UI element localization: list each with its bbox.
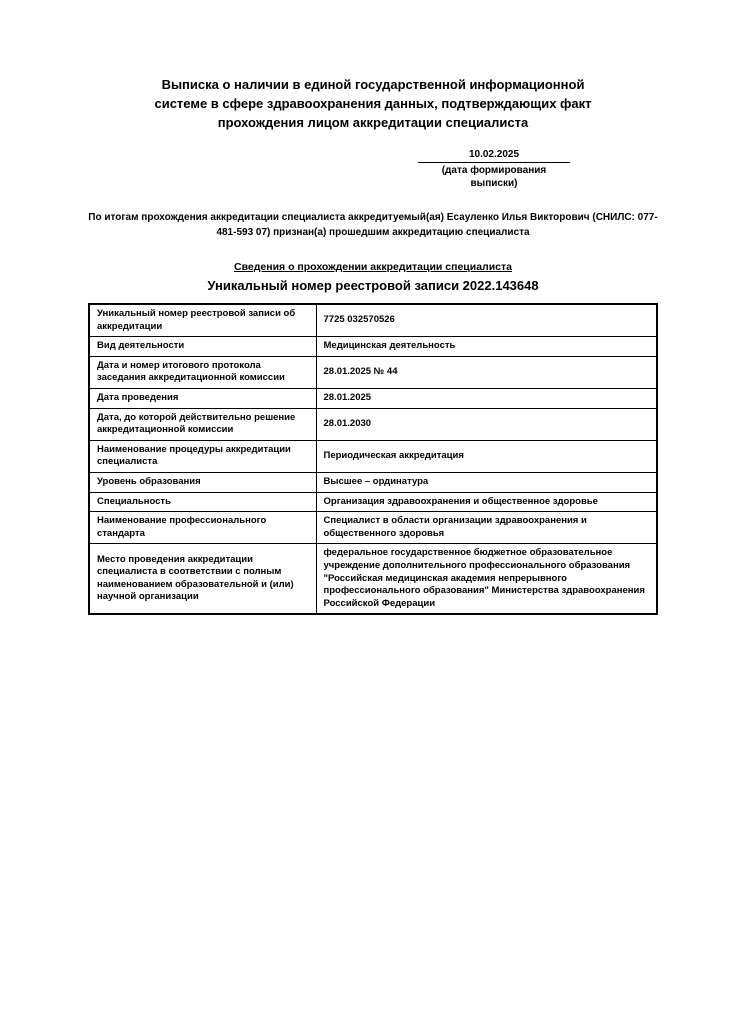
row-value: Медицинская деятельность: [316, 337, 657, 357]
row-label: Уникальный номер реестровой записи об аккредитации: [89, 304, 316, 337]
accreditation-table: [88, 303, 658, 615]
row-value: 7725 032570526: [316, 304, 657, 337]
table-row: [89, 408, 657, 440]
row-value: 28.01.2030: [316, 408, 657, 440]
table-row: [89, 337, 657, 357]
row-label: Вид деятельности: [89, 337, 316, 357]
table-row: [89, 440, 657, 472]
table-row: [89, 388, 657, 408]
record-number-heading: Уникальный номер реестровой записи 2022.143648: [207, 278, 539, 293]
row-value: 28.01.2025: [316, 388, 657, 408]
row-value: Организация здравоохранения и общественное здоровье: [316, 492, 657, 512]
row-label: Место проведения аккредитации специалиста в соответствии с полным наименованием образовательной и (или) научной организации: [89, 544, 316, 614]
row-label: Дата проведения: [89, 388, 316, 408]
intro-paragraph: По итогам прохождения аккредитации специалиста аккредитуемый(ая) Есауленко Илья Викторович (СНИЛС: 077-481-593 07) признан(а) прошедшим аккредитацию специалиста: [88, 212, 658, 238]
table-row: [89, 544, 657, 614]
table-row: [89, 492, 657, 512]
row-label: Наименование процедуры аккредитации специалиста: [89, 440, 316, 472]
row-value: Специалист в области организации здравоохранения и общественного здоровья: [316, 512, 657, 544]
section-heading: Сведения о прохождении аккредитации специалиста: [234, 261, 512, 273]
row-value: 28.01.2025 № 44: [316, 356, 657, 388]
row-value: федеральное государственное бюджетное образовательное учреждение дополнительного профессионального образования "Российская медицинская академия непрерывного профессионального образования" Министерства здравоохранения Российской Федерации: [316, 544, 657, 614]
table-row: [89, 512, 657, 544]
row-label: Специальность: [89, 492, 316, 512]
row-label: Наименование профессионального стандарта: [89, 512, 316, 544]
extract-date: 10.02.2025: [418, 148, 570, 163]
row-value: Высшее – ординатура: [316, 472, 657, 492]
date-block: [418, 148, 570, 190]
row-value: Периодическая аккредитация: [316, 440, 657, 472]
table-row: [89, 304, 657, 337]
document-title: Выписка о наличии в единой государственной информационной системе в сфере здравоохранения данных, подтверждающих факт прохождения лицом аккредитации специалиста: [154, 77, 592, 130]
row-label: Дата и номер итогового протокола заседания аккредитационной комиссии: [89, 356, 316, 388]
table-row: [89, 472, 657, 492]
table-row: [89, 356, 657, 388]
row-label: Уровень образования: [89, 472, 316, 492]
date-caption: (дата формирования выписки): [441, 165, 547, 189]
row-label: Дата, до которой действительно решение аккредитационной комиссии: [89, 408, 316, 440]
